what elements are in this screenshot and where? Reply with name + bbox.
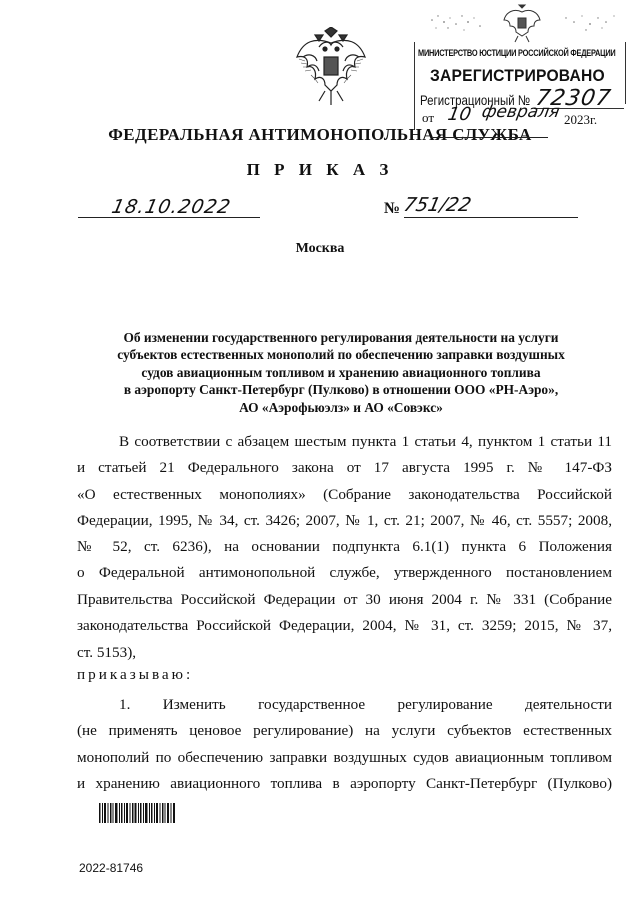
- body-line: Федерации, 1995, № 34, ст. 3426; 2007, № 1, ст. 21; 2007, № 46, ст. 5557; 2008,: [77, 511, 612, 529]
- body-line: монополий по обеспечению заправки воздушных судов авиационным топливом: [77, 748, 612, 766]
- title-line: Об изменении государственного регулирования деятельности на услуги: [123, 330, 559, 345]
- body-line: ст. 5153),: [77, 644, 137, 661]
- registration-stamp: [410, 4, 632, 132]
- order-number-sign: №: [384, 200, 401, 217]
- order-number: 751/22: [401, 194, 474, 216]
- item-1-paragraph: [77, 692, 612, 797]
- stamp-border-right: [625, 42, 626, 104]
- title-line: АО «Аэрофьюэлз» и АО «Совэкс»: [239, 399, 443, 415]
- stamp-registered-text: ЗАРЕГИСТРИРОВАНО: [430, 66, 605, 85]
- stamp-emblem-icon: [502, 4, 542, 44]
- stamp-from-month: февраля: [480, 102, 562, 122]
- stamp-from-year: 2023г.: [564, 112, 598, 127]
- agency-name: ФЕДЕРАЛЬНАЯ АНТИМОНОПОЛЬНАЯ СЛУЖБА: [108, 125, 532, 144]
- stamp-speckle-mark: [560, 10, 620, 34]
- stamp-from-label: от: [422, 110, 435, 125]
- stamp-reg-number: 72307: [533, 86, 614, 111]
- preamble-paragraph: [77, 429, 612, 639]
- body-line: и статьей 21 Федерального закона от 17 августа 1995 г. № 147-ФЗ: [77, 459, 612, 477]
- body-line: (не применять ценовое регулирование) на услуги субъектов естественных: [77, 722, 612, 740]
- order-number-underline: [404, 217, 578, 218]
- body-line: «О естественных монополиях» (Собрание законодательства Российской: [77, 485, 612, 503]
- prikazyvayu-word: приказываю:: [77, 666, 194, 683]
- title-line: судов авиационным топливом и хранению авиационного топлива: [141, 364, 541, 380]
- order-heading: П Р И К А З: [246, 160, 394, 179]
- barcode-image: [99, 803, 175, 823]
- stamp-reg-label: Регистрационный №: [420, 92, 531, 108]
- body-line: о Федеральной антимонопольной службе, утвержденного постановлением: [77, 564, 612, 582]
- coat-of-arms-emblem: [295, 27, 367, 111]
- stamp-speckle-mark: [428, 10, 488, 34]
- body-line: законодательства Российской Федерации, 2004, № 31, ст. 3259; 2015, № 37,: [77, 617, 612, 635]
- agency-strikethrough: [433, 137, 548, 138]
- body-line: В соответствии с абзацем шестым пункта 1 статьи 4, пунктом 1 статьи 11: [119, 433, 612, 450]
- document-number: 2022-81746: [79, 861, 144, 875]
- body-line: Правительства Российской Федерации от 30 июня 2004 г. № 331 (Собрание: [77, 590, 612, 608]
- stamp-border-left: [414, 42, 415, 130]
- stamp-from-day: 10: [446, 104, 473, 125]
- body-line: № 52, ст. 6236), на основании подпункта 6.1(1) пункта 6 Положения: [77, 538, 612, 556]
- title-line: субъектов естественных монополий по обеспечению заправки воздушных: [117, 347, 565, 363]
- title-line: в аэропорту Санкт-Петербург (Пулково) в отношении ООО «РН-Аэро»,: [123, 382, 559, 398]
- city: Москва: [295, 241, 345, 256]
- order-date: 18.10.2022: [109, 196, 234, 218]
- order-date-underline: [78, 217, 260, 218]
- stamp-ministry-text: МИНИСТЕРСТВО ЮСТИЦИИ РОССИЙСКОЙ ФЕДЕРАЦИИ: [418, 48, 616, 59]
- order-title: [86, 329, 596, 416]
- body-line: и хранению авиационного топлива в аэропорту Санкт-Петербург (Пулково): [77, 774, 612, 792]
- body-line: 1. Изменить государственное регулирование деятельности: [119, 696, 612, 713]
